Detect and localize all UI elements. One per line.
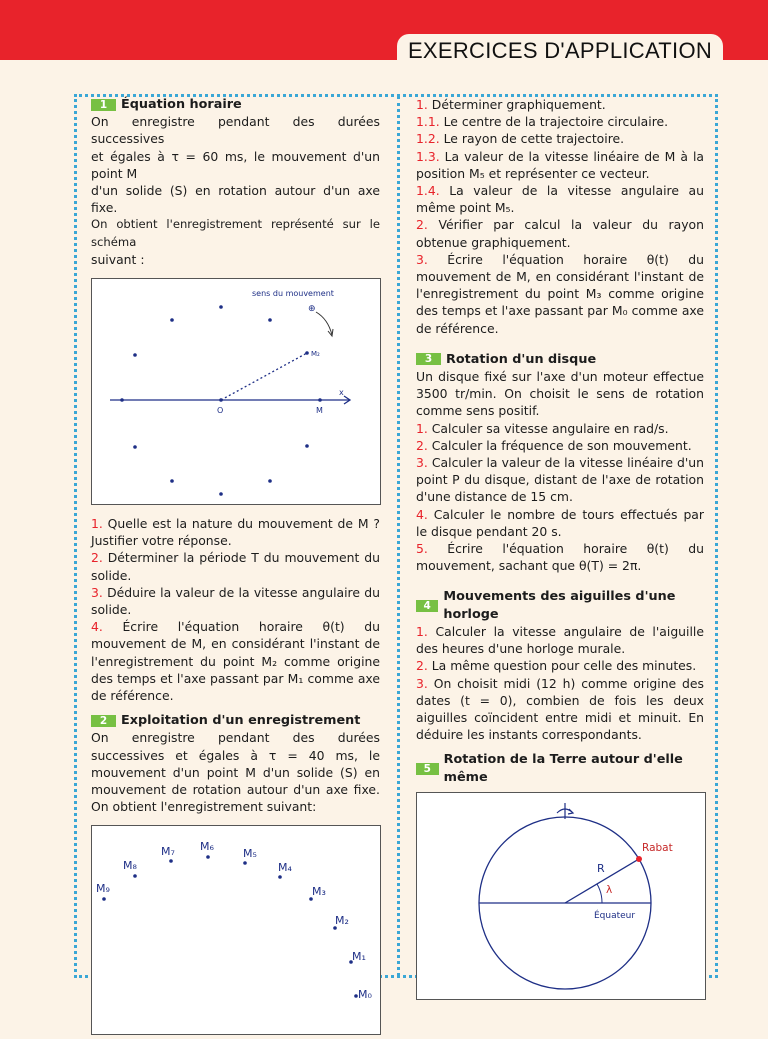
record-point [219,305,223,309]
record-point-m5 [243,862,247,866]
ex1-title [91,96,380,113]
ex3-intro: Un disque fixé sur l'axe d'un moteur effectue 3500 tr/min. On choisit le sens de rotation comme sens positif. [416,369,704,419]
ex4-badge: 4 [416,600,438,612]
q-text: Déduire la valeur de la vitesse angulaire du solide. [91,584,380,618]
ex4-title [416,588,704,622]
q-number: 1.4. [416,183,440,199]
ex1-figure [91,278,381,505]
ex1-figure-svg [92,279,380,504]
record-point [170,479,174,483]
label-m0: M₀ [358,988,372,1002]
ex4-title-text: Mouvements des aiguilles d'une horloge [443,589,676,622]
q-number: 3. [416,675,428,691]
ex3-title-text: Rotation d'un disque [446,351,597,367]
ex1-intro-line-1: On enregistre pendant des durées successives [91,114,380,147]
q-number: 2. [416,437,428,453]
label-m3: M₃ [312,885,326,899]
right-column [416,96,704,1000]
ex2-title [91,712,380,729]
ex1-intro-line-4: On obtient l'enregistrement représenté sur le schéma [91,217,380,249]
record-point-m6 [206,856,210,860]
ex2-figure-svg [92,826,380,1034]
ex1-question-4 [91,618,380,704]
q-number: 2. [416,658,428,674]
direction-label: sens du mouvement [252,289,334,299]
ex2-badge: 2 [91,715,116,727]
record-point-m4 [278,876,282,880]
record-point-m [318,398,322,402]
record-point-m7 [169,860,173,864]
ex2-question-1 [416,96,704,113]
q-number: 1. [416,623,428,639]
q-text: Quelle est la nature du mouvement de M ? Justifier votre réponse. [91,516,380,549]
q-text: Déterminer la période T du mouvement du solide. [91,550,380,583]
record-point [219,492,223,496]
q-text: Déterminer graphiquement. [431,97,606,112]
q-text: Le centre de la trajectoire circulaire. [443,114,669,130]
q-number: 4. [91,619,103,635]
label-m7: M₇ [161,845,175,859]
label-m2: M₂ [311,350,320,359]
ex1-badge: 1 [91,99,116,111]
ex2-question-1-4 [416,182,704,216]
record-point [268,318,272,322]
ex3-question-5 [416,540,704,574]
ex2-question-1-3 [416,148,704,182]
column-divider [397,96,400,976]
ex2-question-1-1 [416,113,704,130]
rabat-point [636,856,642,862]
label-m4: M₄ [278,861,292,875]
q-text: Calculer le nombre de tours effectués par le disque pendant 20 s. [416,506,704,539]
ex4-question-2 [416,657,704,674]
label-m9: M₉ [96,882,110,896]
ex3-question-2 [416,437,704,454]
label-m: M [316,406,323,416]
ex1-title-text: Équation horaire [121,97,242,112]
label-m2: M₂ [335,914,349,928]
ex2-question-2 [416,216,704,250]
ex1-question-1 [91,515,380,549]
record-point [305,444,309,448]
record-point [120,398,124,402]
ex4-question-1 [416,623,704,657]
record-point [268,479,272,483]
q-number: 2. [416,217,428,233]
latitude-arc [597,884,602,903]
q-number: 1. [416,97,428,112]
ex5-badge: 5 [416,763,439,775]
q-text: Calculer la vitesse angulaire de l'aiguille des heures d'une horloge murale. [416,623,704,657]
q-number: 1.2. [416,131,440,147]
q-number: 1.3. [416,148,440,164]
label-m8: M₈ [123,859,137,873]
record-point [133,445,137,449]
record-point [170,318,174,322]
q-text: La valeur de la vitesse linéaire de M à la position M₅ et représenter ce vecteur. [416,148,704,181]
ex2-question-1-2 [416,130,704,147]
q-number: 1.1. [416,114,440,130]
q-number: 5. [416,541,428,557]
center-point-o [219,398,223,402]
record-point [133,353,137,357]
label-m5: M₅ [243,847,257,861]
ex3-badge: 3 [416,353,441,365]
ex1-question-3 [91,584,380,618]
ex4-question-3 [416,675,704,744]
q-number: 1. [91,516,103,532]
radius-dotted-line [221,353,307,400]
label-m1: M₁ [352,950,366,964]
ex5-title-text: Rotation de la Terre autour d'elle même [443,752,683,785]
ex3-question-1 [416,420,704,437]
label-equateur: Équateur [594,910,636,921]
q-text: La même question pour celle des minutes. [431,658,697,674]
label-lambda: λ [606,883,613,896]
ex2-question-3 [416,251,704,337]
record-point-m2 [305,351,309,355]
q-text: Écrire l'équation horaire θ(t) du mouvement de M, en considérant l'instant de l'enregistrement du point M₃ comme origine des temps et l'axe passant par M₀ comme axe de référence. [416,251,704,336]
q-text: Le rayon de cette trajectoire. [443,131,625,147]
label-r: R [597,861,605,875]
plus-sign: ⊕ [308,304,316,315]
label-o: O [217,406,224,416]
q-text: Calculer sa vitesse angulaire en rad/s. [431,420,669,436]
ex1-intro-line-3: d'un solide (S) en rotation autour d'un axe fixe. [91,183,380,216]
label-x: x [339,388,344,398]
q-number: 3. [416,251,428,267]
ex5-title [416,751,704,785]
label-m6: M₆ [200,840,214,854]
q-number: 3. [91,584,103,600]
page-title: EXERCICES D'APPLICATION [407,38,713,63]
ex1-question-2 [91,549,380,583]
ex3-question-4 [416,506,704,540]
q-text: Calculer la valeur de la vitesse linéaire d'un point P du disque, distant de l'axe de rotation d'une distance de 15 cm. [416,455,704,505]
ex2-figure [91,825,381,1035]
ex3-title [416,351,704,368]
ex3-question-3 [416,454,704,506]
ex2-title-text: Exploitation d'un enregistrement [121,713,361,729]
q-text: Vérifier par calcul la valeur du rayon obtenue graphiquement. [416,217,704,250]
label-rabat: Rabat [642,841,673,854]
q-text: La valeur de la vitesse angulaire au même point M₅. [416,183,704,216]
direction-arc [316,312,332,335]
q-number: 2. [91,550,103,566]
ex1-intro-line-5: suivant : [91,251,145,267]
q-number: 4. [416,506,428,522]
ex1-intro-line-2: et égales à τ = 60 ms, le mouvement d'un point M [91,148,380,181]
q-number: 3. [416,455,428,471]
left-column [91,96,380,1035]
ex5-figure-svg [417,793,705,999]
ex5-figure [416,792,706,1000]
q-number: 1. [416,420,428,436]
record-point-m9 [102,898,106,902]
q-text: Calculer la fréquence de son mouvement. [431,437,692,453]
ex2-intro: On enregistre pendant des durées successives et égales à τ = 40 ms, le mouvement d'un point M d'un solide (S) en mouvement de rotation autour d'un axe fixe. On obtient l'enregistrement suivant: [91,730,380,815]
q-text: Écrire l'équation horaire θ(t) du mouvement de M, en considérant l'instant de l'enregistrement du point M₂ comme origine des temps et l'axe passant par M₁ comme axe de référence. [91,619,380,704]
record-point-m8 [133,875,137,879]
q-text: On choisit midi (12 h) comme origine des dates (t = 0), combien de fois les deux aiguilles coïncident entre midi et minuit. En déduire les instants correspondants. [416,675,704,743]
q-text: Écrire l'équation horaire θ(t) du mouvement, sachant que θ(T) = 2π. [416,541,704,574]
